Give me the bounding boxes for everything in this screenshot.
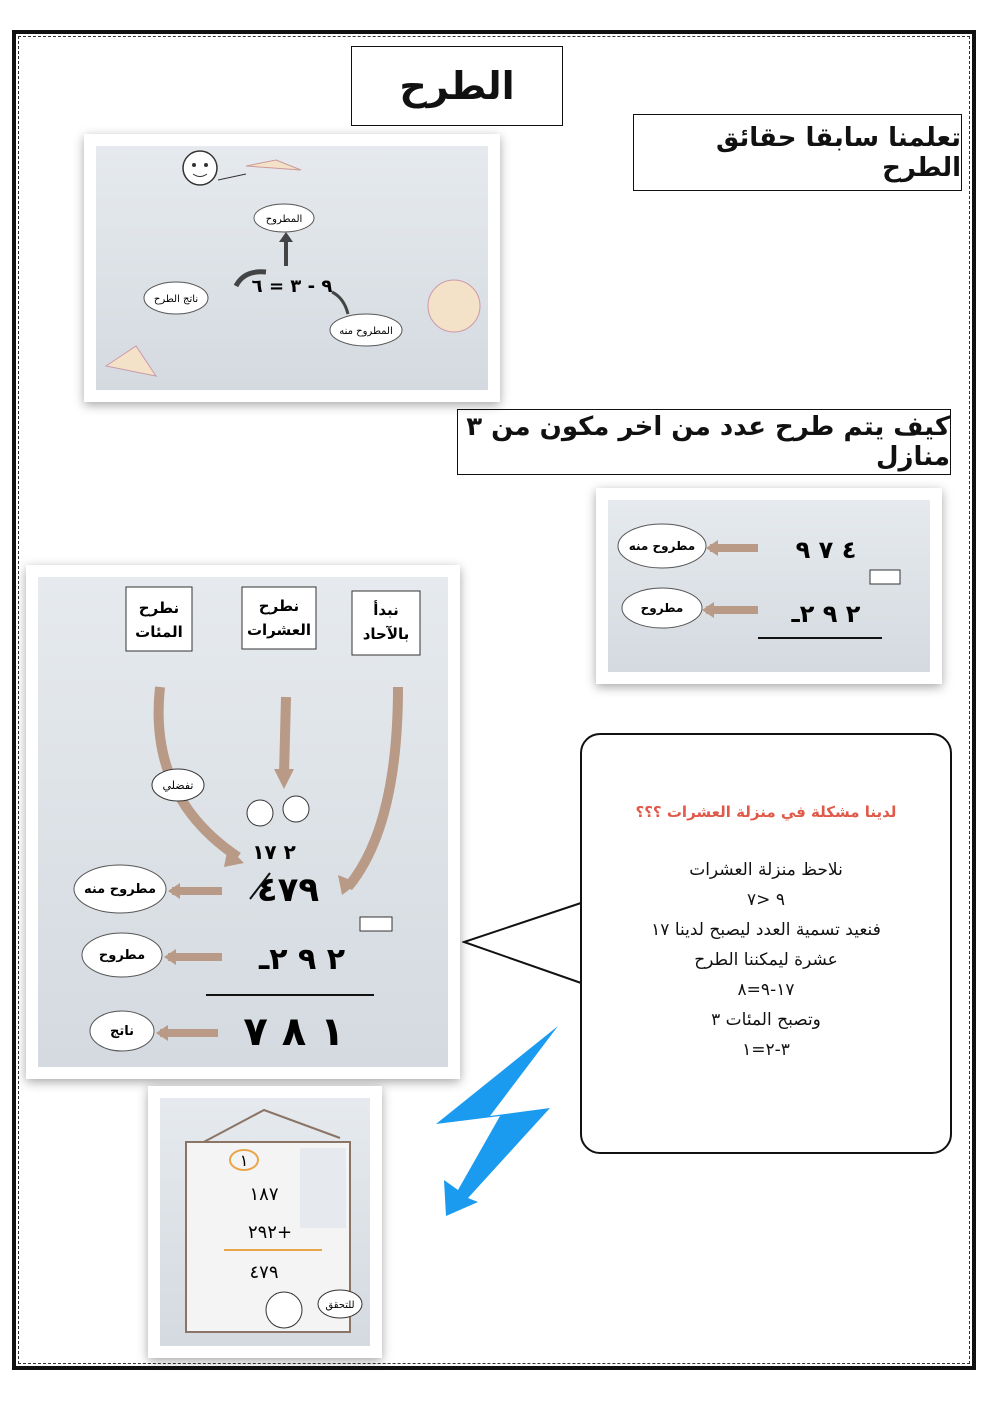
sign-ones	[352, 591, 420, 655]
explanation-line: نلاحظ منزلة العشرات	[689, 860, 843, 880]
check-slide	[148, 1086, 382, 1358]
pizza-icon	[428, 280, 480, 332]
glasses-icon	[360, 917, 392, 931]
minuend-number: ٤ ٧ ٩	[795, 536, 857, 564]
cloud-result	[144, 282, 208, 314]
svg-text:بالآحاد: بالآحاد	[362, 625, 410, 643]
glasses-icon	[870, 570, 900, 584]
minuend-label: مطروح منه	[628, 539, 696, 553]
boy-face-icon	[266, 1292, 302, 1328]
svg-text:العشرات: العشرات	[246, 621, 312, 639]
subtrahend-label: المطروح	[265, 214, 303, 225]
speech-bubble	[152, 769, 204, 801]
explanation-line: ٣-٢=١	[742, 1040, 790, 1060]
svg-text:تفضلي: تفضلي	[162, 779, 194, 792]
explanation-line: عشرة ليمكننا الطرح	[694, 950, 838, 970]
subtrahend-label: مطروح	[640, 601, 684, 615]
child-icon	[247, 800, 273, 826]
svg-text:مطروح منه: مطروح منه	[83, 882, 157, 897]
explanation-bubble	[580, 733, 952, 1154]
section-heading-three-digits: كيف يتم طرح عدد من اخر مكون من ٣ منازل	[457, 409, 951, 475]
sign-hundreds	[126, 587, 192, 651]
check-label: للتحقق	[325, 1300, 355, 1311]
result-label: ناتج الطرح	[153, 294, 199, 305]
svg-text:نطرح: نطرح	[138, 599, 180, 617]
bubble-tail	[462, 900, 586, 990]
carry-digit: ١	[239, 1151, 249, 1170]
lightning-bolt-icon	[432, 1020, 562, 1220]
check-line2: ٢٩٢+	[247, 1222, 293, 1243]
cloud-minuend	[74, 865, 166, 913]
pizza-slice-icon	[106, 346, 156, 376]
child-icon	[283, 796, 309, 822]
boy-face-icon	[183, 151, 217, 185]
explanation-line: ١٧-٩=٨	[737, 980, 795, 1000]
pizza-slice-icon	[246, 160, 301, 170]
check-line1: ١٨٧	[249, 1184, 279, 1205]
explanation-heading: لدينا مشكلة في منزلة العشرات ؟؟؟	[635, 803, 897, 821]
minuend-number: ٤٧٩	[256, 870, 320, 910]
subtrahend-number: ٢ ٩ ٢ـ	[791, 600, 861, 628]
cloud-subtrahend	[254, 204, 314, 232]
minuend-label: المطروح منه	[339, 326, 393, 337]
cloud-minuend	[618, 524, 706, 568]
fact-equation: ٩ - ٣ = ٦	[251, 276, 333, 297]
section-heading-facts: تعلمنا سابقا حقائق الطرح	[633, 114, 962, 191]
cloud-result	[90, 1011, 154, 1051]
setup-slide	[596, 488, 942, 684]
svg-text:المئات: المئات	[135, 623, 183, 641]
result-number: ١ ٨ ٧	[243, 1009, 345, 1055]
svg-text:ناتج: ناتج	[109, 1024, 135, 1039]
explanation-line: ٩ <٧	[747, 890, 785, 910]
svg-text:مطروح: مطروح	[98, 948, 146, 963]
check-line3: ٤٧٩	[249, 1262, 279, 1283]
fact-slide	[84, 134, 500, 402]
explanation-line: فنعيد تسمية العدد ليصبح لدينا ١٧	[651, 920, 881, 940]
page-title: الطرح	[351, 46, 563, 126]
cloud-subtrahend	[622, 588, 702, 628]
subtrahend-number: ٢ ٩ ٢ـ	[258, 942, 346, 977]
svg-text:نبدأ: نبدأ	[373, 601, 399, 619]
svg-text:نطرح: نطرح	[258, 597, 300, 615]
sign-tens	[242, 587, 316, 649]
steps-slide	[26, 565, 460, 1079]
explanation-line: وتصبح المئات ٣	[711, 1010, 821, 1030]
cloud-minuend	[330, 314, 402, 346]
regroup-digits: ٢ ١٧	[252, 840, 296, 864]
cloud-subtrahend	[82, 933, 162, 977]
